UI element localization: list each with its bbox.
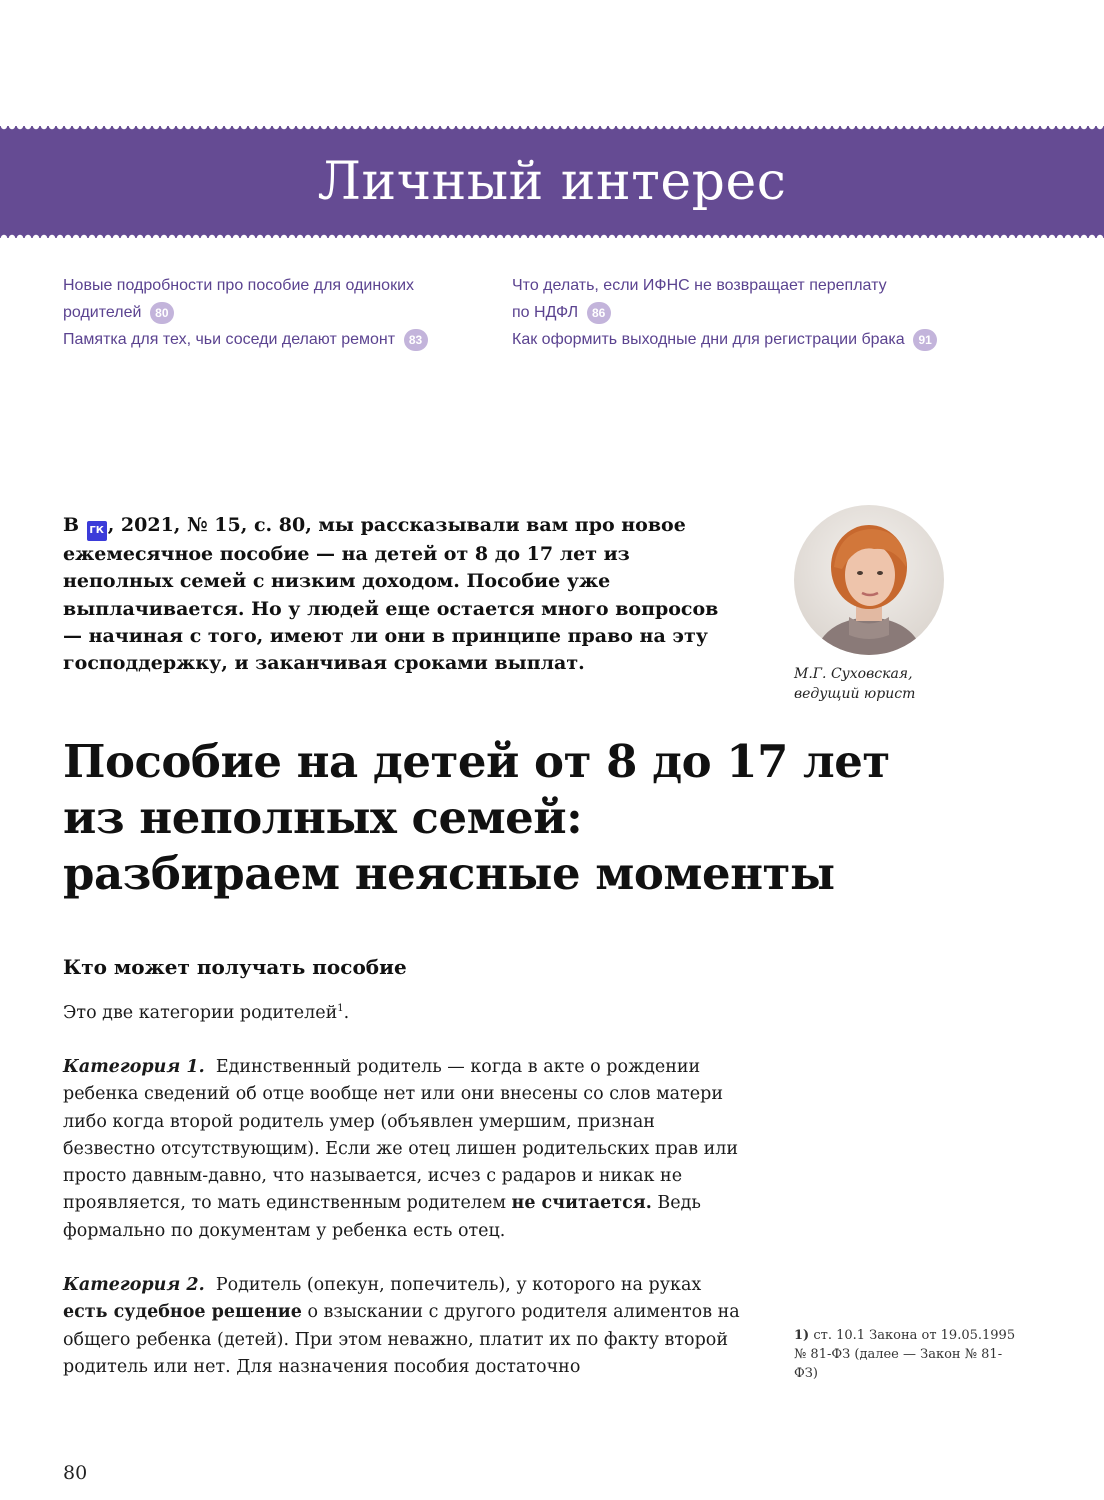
toc-link-ifns-overpayment[interactable] bbox=[512, 272, 982, 326]
author-photo bbox=[794, 505, 944, 655]
headline-line: разбираем неясные моменты bbox=[63, 847, 835, 900]
toc-item-text: Что делать, если ИФНС не возвращает переплату bbox=[512, 277, 887, 294]
author-caption bbox=[794, 664, 994, 704]
footnote bbox=[794, 1326, 1024, 1383]
lead-text: , 2021, № 15, с. 80, мы рассказывали вам про новое ежемесячное пособие — на детей от 8 до 17 лет из неполных семей с низким доходом. Пособие уже выплачивается. Но у людей еще остается много вопросов — начиная с того, имеют ли они в принципе право на эту господдержку, и заканчивая сроками выплат. bbox=[63, 514, 719, 675]
category-text: о взыскании с другого родителя алиментов на общего ребенка (детей). При этом неважно, платит их по факту второй родитель или нет. Для назначения пособия достаточно bbox=[63, 1302, 740, 1377]
author-name: М.Г. Суховская, bbox=[794, 666, 913, 682]
toc-item-text: Как оформить выходные дни для регистрации брака bbox=[512, 331, 905, 348]
category-emphasis: есть судебное решение bbox=[63, 1302, 302, 1323]
category-text: Единственный родитель — когда в акте о рождении ребенка сведений об отце вообще нет или они внесены со слов матери либо когда второй родитель умер (объявлен умершим, признан безвестно отсутствующим). Если же отец лишен родительских прав или просто давным-давно, что называется, исчез с радаров и никак не проявляется, то мать единственным родителем bbox=[63, 1057, 739, 1214]
footnote-ref[interactable]: 1 bbox=[337, 1003, 344, 1015]
headline-line: из неполных семей: bbox=[63, 791, 583, 844]
toc-item-text: Новые подробности про пособие для одиноких bbox=[63, 277, 415, 294]
toc-item-text: по НДФЛ bbox=[512, 304, 579, 321]
toc-left-column bbox=[63, 272, 483, 353]
category-text: Родитель (опекун, попечитель), у которого на руках bbox=[215, 1275, 702, 1295]
intro-paragraph bbox=[63, 1000, 743, 1027]
toc-page-badge: 91 bbox=[913, 329, 937, 351]
category-label: Категория 1. bbox=[63, 1057, 205, 1077]
category-2-paragraph bbox=[63, 1272, 741, 1381]
lead-paragraph bbox=[63, 512, 743, 677]
author-role: ведущий юрист bbox=[794, 686, 916, 702]
toc-item-text: родителей bbox=[63, 304, 142, 321]
lead-prefix: В bbox=[63, 514, 80, 536]
category-text: Ведь формально по документам у ребенка есть отец. bbox=[63, 1193, 701, 1241]
category-label: Категория 2. bbox=[63, 1275, 205, 1295]
toc-page-badge: 86 bbox=[587, 302, 611, 324]
article-headline bbox=[63, 734, 963, 902]
section-title: Личный интерес bbox=[317, 152, 787, 212]
footnote-number: 1) bbox=[794, 1328, 810, 1343]
category-1-paragraph bbox=[63, 1054, 741, 1245]
toc-link-single-parents[interactable] bbox=[63, 272, 483, 326]
section-heading: Кто может получать пособие bbox=[63, 955, 407, 979]
toc-right-column bbox=[512, 272, 982, 353]
gk-logo-icon: ГК bbox=[87, 521, 107, 541]
category-emphasis: не считается. bbox=[511, 1193, 652, 1214]
footnote-text: ст. 10.1 Закона от 19.05.1995 № 81-ФЗ (далее — Закон № 81-ФЗ) bbox=[794, 1328, 1016, 1381]
toc-link-neighbors-repair[interactable] bbox=[63, 326, 483, 353]
toc-page-badge: 83 bbox=[404, 329, 428, 351]
toc-page-badge: 80 bbox=[150, 302, 174, 324]
toc-item-text: Памятка для тех, чьи соседи делают ремонт bbox=[63, 331, 396, 348]
toc-link-wedding-days-off[interactable] bbox=[512, 326, 982, 353]
page-number: 80 bbox=[63, 1462, 88, 1484]
intro-end: . bbox=[343, 1003, 350, 1023]
intro-text: Это две категории родителей bbox=[63, 1003, 338, 1023]
headline-line: Пособие на детей от 8 до 17 лет bbox=[63, 735, 890, 788]
